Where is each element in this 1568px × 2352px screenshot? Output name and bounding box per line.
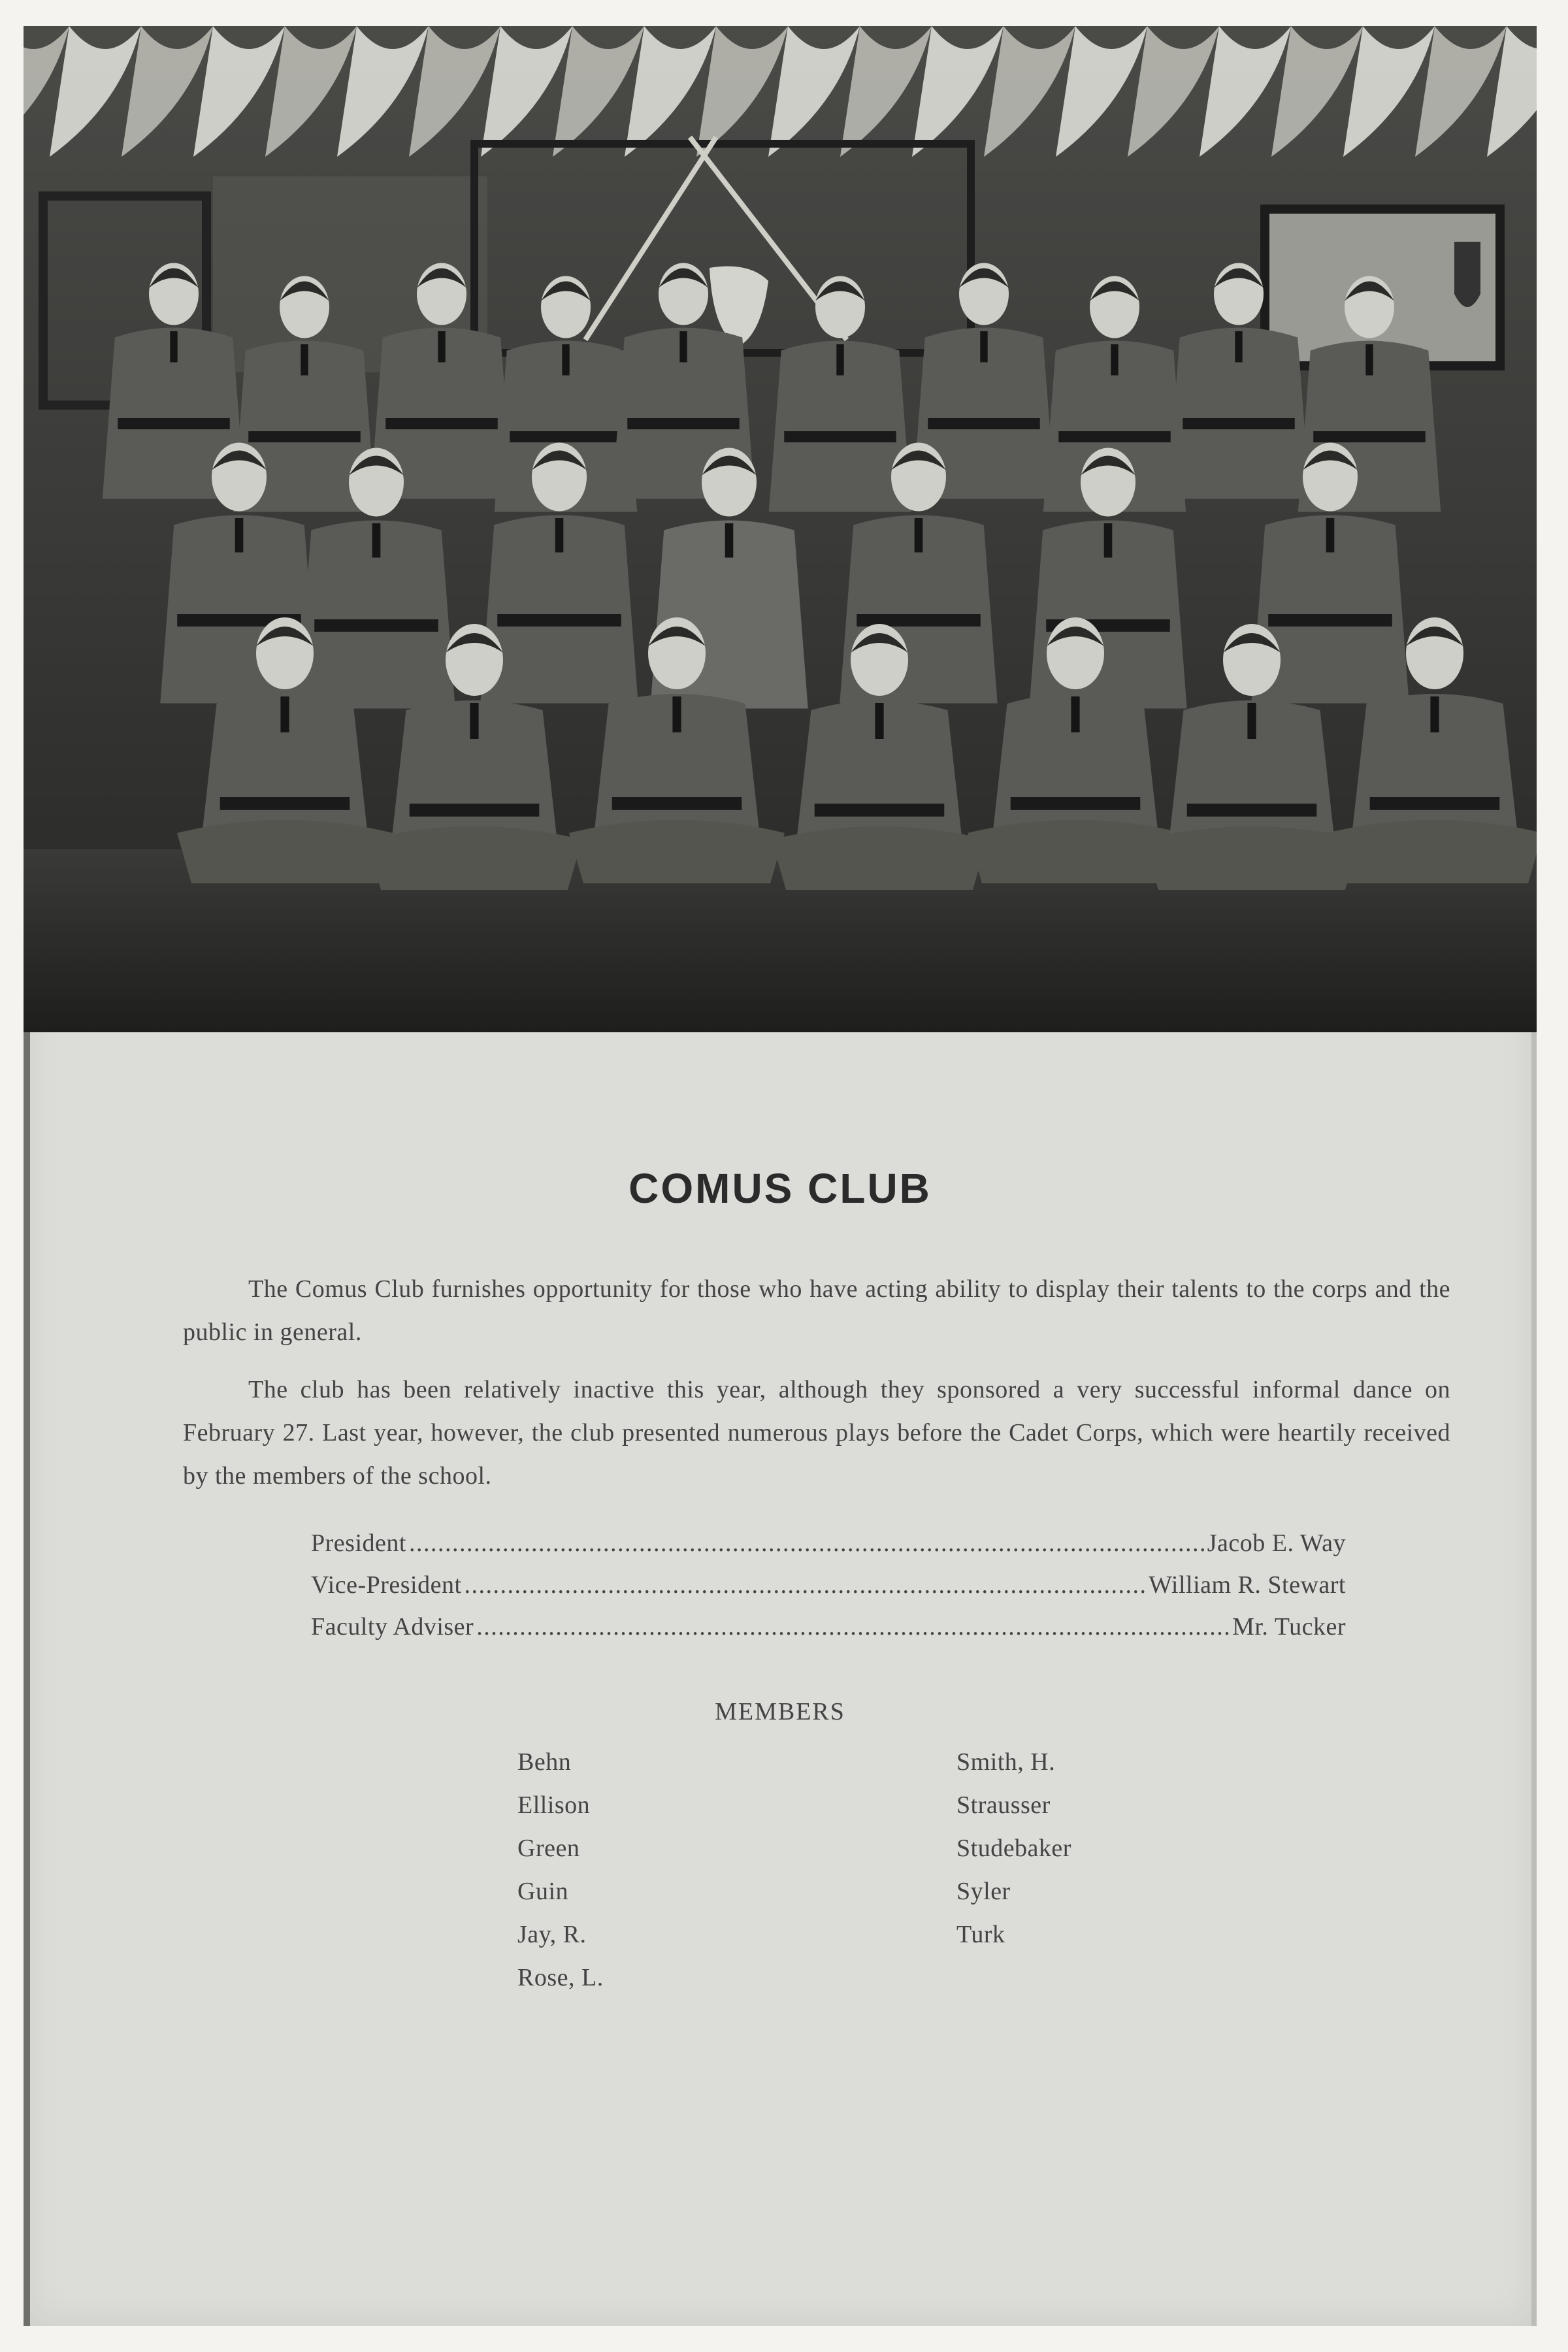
officer-role: Faculty Adviser — [311, 1613, 474, 1641]
officer-name: Jacob E. Way — [1207, 1529, 1346, 1557]
activity-paragraph: The club has been relatively inactive this year, although they sponsored a very successful informal dance on February 27. Last year, however, the club presented numerous plays before the Cadet Corps, which were heartily received by the members of the school. — [183, 1376, 1450, 1490]
yearbook-page — [24, 26, 1537, 2326]
officer-name: Mr. Tucker — [1232, 1613, 1346, 1641]
members-column-right — [956, 1740, 1071, 1956]
member-name: Strausser — [956, 1791, 1051, 1819]
member-name: Syler — [956, 1878, 1011, 1905]
intro-paragraph: The Comus Club furnishes opportunity for those who have acting ability to display their talents to the corps and the public in general. — [183, 1275, 1450, 1346]
officer-vice-president — [311, 1571, 1346, 1612]
members-column-left — [517, 1740, 604, 1999]
member-name: Jay, R. — [517, 1921, 587, 1948]
leader-dots — [476, 1612, 1230, 1641]
member-name: Behn — [517, 1748, 572, 1776]
member-name: Rose, L. — [517, 1964, 604, 1991]
officer-role: Vice-President — [311, 1571, 462, 1599]
officers-list — [311, 1529, 1346, 1654]
leader-dots — [465, 1571, 1147, 1599]
member-name: Guin — [517, 1878, 568, 1905]
member-name: Turk — [956, 1921, 1005, 1948]
group-photo — [24, 26, 1537, 1032]
officer-faculty-adviser — [311, 1612, 1346, 1654]
officer-president — [311, 1529, 1346, 1571]
leader-dots — [409, 1529, 1205, 1558]
members-heading: MEMBERS — [715, 1698, 845, 1725]
member-name: Green — [517, 1835, 580, 1862]
member-name: Smith, H. — [956, 1748, 1056, 1776]
officer-role: President — [311, 1529, 406, 1557]
officer-name: William R. Stewart — [1149, 1571, 1346, 1599]
page-title: COMUS CLUB — [629, 1165, 932, 1212]
member-name: Studebaker — [956, 1835, 1071, 1862]
member-name: Ellison — [517, 1791, 591, 1819]
